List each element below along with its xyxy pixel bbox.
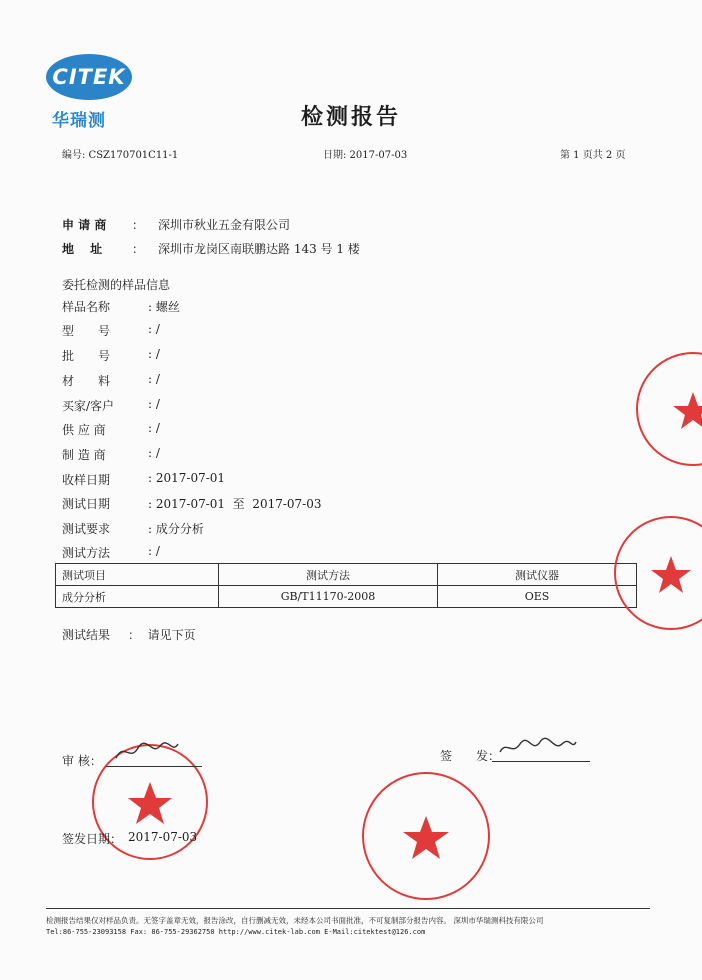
address-colon: ：: [132, 242, 145, 256]
review-signature-line: [106, 766, 202, 767]
report-title: 检测报告: [300, 104, 401, 130]
table-row: [56, 586, 637, 608]
sample-row-value: : /: [148, 372, 160, 386]
sample-row-label: 供 应 商: [62, 423, 106, 437]
issue-date-label: 签发日期：: [62, 832, 123, 846]
sample-row-label: 测试要求: [62, 522, 111, 536]
sample-row-value: : /: [148, 397, 160, 411]
address-value: 深圳市龙岗区南联鹏达路 143 号 1 楼: [158, 242, 360, 256]
sample-row-value: : /: [148, 322, 160, 336]
table-cell: GB/T11170-2008: [219, 586, 438, 608]
review-label: 审 核：: [62, 754, 102, 768]
sample-row-value: : /: [148, 421, 160, 435]
table-header-cell: 测试项目: [56, 564, 219, 586]
review-signature: [112, 738, 182, 764]
table-header-cell: 测试仪器: [438, 564, 637, 586]
sample-section-heading: 委托检测的样品信息: [62, 278, 171, 292]
sample-row-value: : 螺丝: [148, 300, 180, 314]
sample-row-label: 测试日期: [62, 497, 111, 511]
issuer-signature: [496, 734, 580, 760]
sign-signature-line: [492, 761, 590, 762]
footer-divider: [46, 908, 650, 909]
footer-disclaimer: 检测报告结果仅对样品负责。无签字盖章无效，报告涂改，自行删减无效，未经本公司书面批准，不可复制部分报告内容。 深圳市华瑞测科技有限公司: [46, 916, 544, 925]
sample-row-label: 买家/客户: [62, 399, 115, 413]
sample-row-label: 收样日期: [62, 473, 111, 487]
logo-chinese-name: 华瑞测: [52, 111, 106, 131]
sample-row-label: 材 料: [62, 374, 111, 388]
sample-row-label: 型 号: [62, 324, 111, 338]
report-stamp: [614, 516, 702, 630]
test-table: [55, 563, 637, 608]
table-header-row: [56, 564, 637, 586]
applicant-label: 申 请 商: [62, 218, 107, 232]
sample-row-label: 批 号: [62, 349, 111, 363]
sample-row-value: : 2017-07-01 至 2017-07-03: [148, 497, 322, 511]
result-label: 测试结果: [62, 628, 111, 642]
sample-row-value: : 2017-07-01: [148, 471, 226, 485]
page-indicator: 第 1 页共 2 页: [560, 150, 626, 161]
company-logo: [46, 54, 132, 100]
applicant-value: 深圳市秋业五金有限公司: [158, 218, 291, 232]
applicant-colon: ：: [132, 218, 145, 232]
star-icon: [364, 774, 488, 898]
sample-row-label: 测试方法: [62, 546, 111, 560]
sample-row-label: 样品名称: [62, 300, 111, 314]
table-header-cell: 测试方法: [219, 564, 438, 586]
company-seal: [362, 772, 490, 900]
logo-mark: CITEK: [52, 65, 126, 89]
sign-label: 签 发：: [440, 749, 501, 763]
sample-row-value: : /: [148, 446, 160, 460]
report-number: 编号: CSZ170701C11-1: [62, 150, 179, 161]
sample-row-value: : /: [148, 347, 160, 361]
table-cell: 成分分析: [56, 586, 219, 608]
sample-row-value: : 成分分析: [148, 522, 204, 536]
address-label: 地 址: [62, 242, 103, 256]
star-icon: [638, 354, 702, 464]
footer-contact: Tel:86-755-23093158 Fax: 86-755-29362750 http://www.citek-lab.com E-Mail:citektest@126.com: [46, 928, 426, 936]
company-stamp: [636, 352, 702, 466]
sample-row-value: : /: [148, 544, 160, 558]
report-date: 日期: 2017-07-03: [323, 150, 408, 161]
table-cell: OES: [438, 586, 637, 608]
star-icon: [616, 518, 702, 628]
result-value: ： 请见下页: [128, 628, 196, 642]
issue-date-value: 2017-07-03: [128, 830, 198, 844]
sample-row-label: 制 造 商: [62, 448, 106, 462]
